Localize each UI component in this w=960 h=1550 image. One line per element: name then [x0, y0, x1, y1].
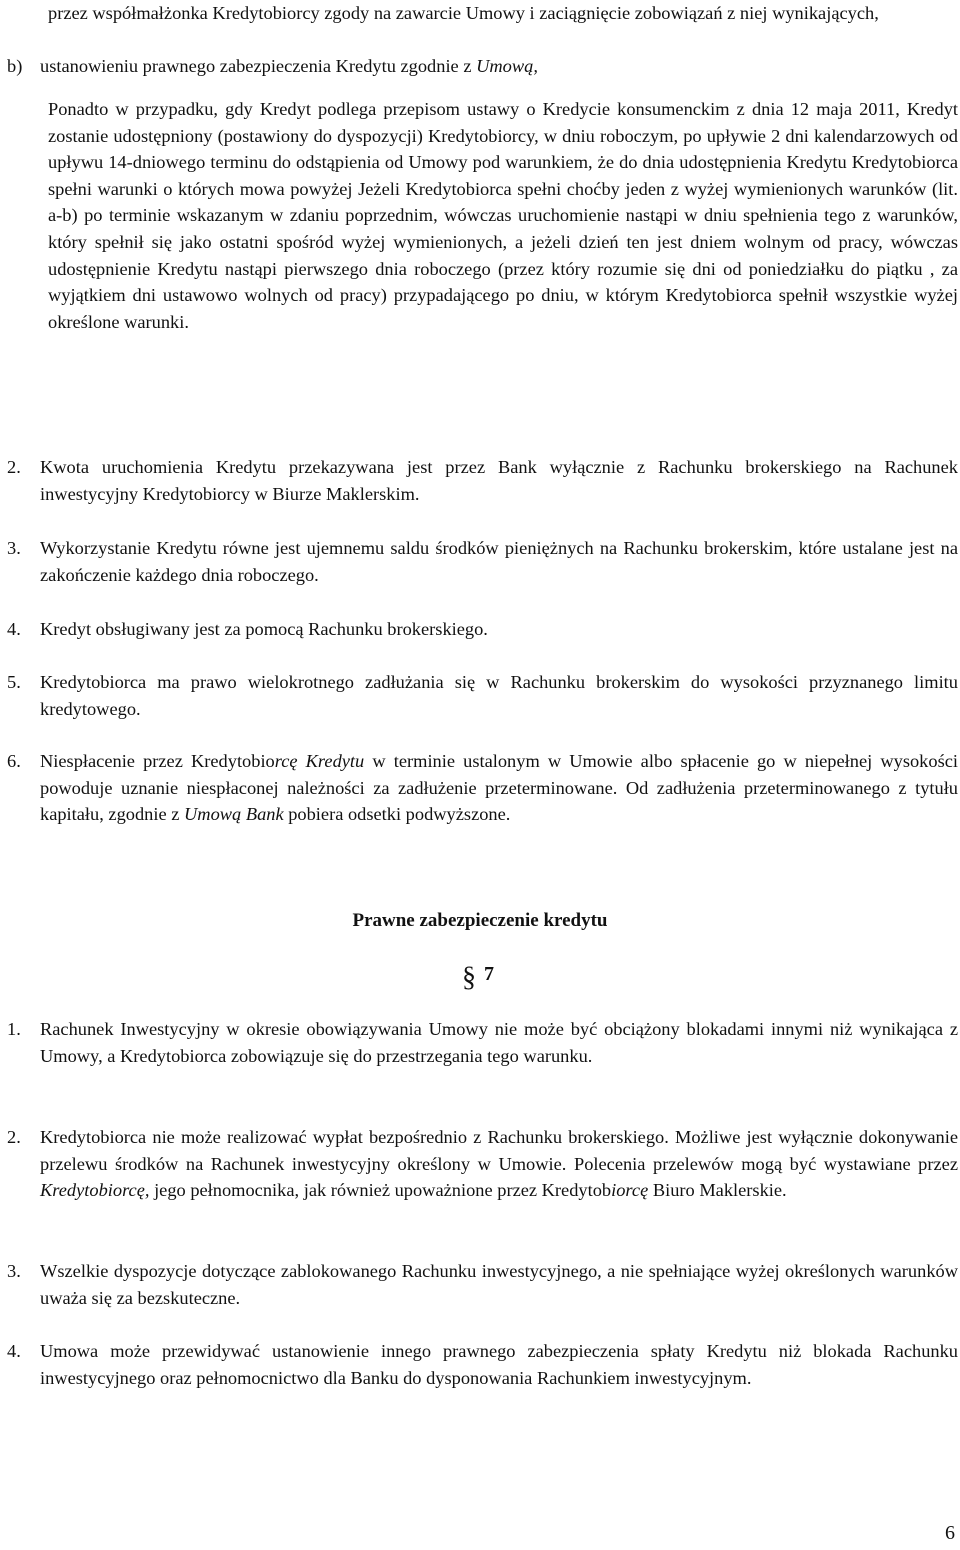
item6-text-1: Niespłacenie przez Kredytobio — [40, 751, 275, 771]
list-item-number: 3. — [7, 1261, 21, 1281]
list-item — [7, 669, 958, 722]
list-item — [7, 1016, 958, 1069]
list-item — [7, 1258, 958, 1311]
item6-italic-2: Umową Bank — [184, 804, 284, 825]
list-item-text: Rachunek Inwestycyjny w okresie obowiązywania Umowy nie może być obciążony blokadami innymi niż wynikająca z Umowy, a Kredytobiorca zobowiązuje się do przestrzegania tego warunku. — [40, 1019, 958, 1066]
item-b2-text-3: Biuro Maklerskie. — [648, 1180, 787, 1201]
paragraph-disbursement: Ponadto w przypadku, gdy Kredyt podlega przepisom ustawy o Kredycie konsumenckim z dnia 12 maja 2011, Kredyt zostanie udostępniony (postawiony do dyspozycji) Kredytobiorcy, w dniu roboczym, po upływie 2 dni kalendarzowych od upływu 14-dniowego terminu do odstąpienia od Umowy pod warunkiem, że do dnia udostępnienia Kredytu Kredytobiorca spełni warunki o których mowa powyżej Jeżeli Kredytobiorca spełni choćby jeden z wyżej wymienionych warunków (lit. a-b) po terminie wskazanym w zdaniu poprzednim, wówczas uruchomienie nastąpi w dniu spełnienia tego z warunków, który spełnił się jako ostatni spośród wyżej wymienionych, a jeżeli dzień ten jest dniem wolnym od pracy, wówczas udostępnienie Kredytu nastąpi pierwszego dnia roboczego (przez który rozumie się dni od poniedziałku do piątku , za wyjątkiem dni ustawowo wolnych od pracy) przypadającego po dniu, w którym Kredytobiorca spełnił wszystkie wyżej określone warunki. — [48, 99, 958, 332]
list-item — [7, 535, 958, 588]
list-item-b2 — [7, 1124, 958, 1204]
section-heading: Prawne zabezpieczenie kredytu — [352, 910, 608, 931]
list-item-number: b) — [7, 56, 23, 76]
list-item-number: 4. — [7, 1341, 21, 1361]
list-item-number: 2. — [7, 457, 21, 477]
item6-text-2: w terminie ustalonym w Umowie albo spłacenie go w niepełnej wysokości powoduje uznanie niespłaconej należności za zadłużenie przeterminowane. Od zadłużenia przeterminowanego z tytułu kapitału, zgodnie z — [40, 751, 958, 825]
list-item-italic: Umową, — [476, 56, 538, 76]
item-b2-text-1: Kredytobiorca nie może realizować wypłat bezpośrednio z Rachunku brokerskiego. Możliwe jest wyłącznie dokonywanie przelewu środków na Rachunek inwestycyjny określony w Umowie. Polecenia przelewów mogą być wystawiane przez — [40, 1127, 958, 1174]
section-sign-icon: § — [462, 962, 476, 993]
list-item-text: Kredytobiorca ma prawo wielokrotnego zadłużania się w Rachunku brokerskim do wysokości przyznanego limitu kredytowego. — [40, 672, 958, 719]
list-item-number: 1. — [7, 1019, 21, 1039]
list-item-6 — [7, 748, 958, 828]
item-b2-text-2: jego pełnomocnika, jak również upoważnione przez Kredytob — [149, 1180, 612, 1201]
list-item-number: 3. — [7, 538, 21, 558]
list-item-number: 2. — [7, 1127, 21, 1147]
list-item-text: Wykorzystanie Kredytu równe jest ujemnemu saldu środków pieniężnych na Rachunku brokerskim, które ustalane jest na zakończenie każdego dnia roboczego. — [40, 538, 958, 585]
list-item — [7, 1338, 958, 1391]
list-item-text: ustanowieniu prawnego zabezpieczenia Kredytu zgodnie z — [40, 56, 472, 76]
list-item-text: Kredyt obsługiwany jest za pomocą Rachunku brokerskiego. — [40, 619, 488, 639]
list-item-text: Kwota uruchomienia Kredytu przekazywana jest przez Bank wyłącznie z Rachunku brokerskiego na Rachunek inwestycyjny Kredytobiorcy w Biurze Maklerskim. — [40, 457, 958, 504]
item6-italic-1: rcę Kredytu — [274, 751, 365, 771]
list-item-text: Wszelkie dyspozycje dotyczące zablokowanego Rachunku inwestycyjnego, a nie spełniające wyżej określonych warunków uważa się za bezskuteczne. — [40, 1261, 958, 1308]
section-number-value: 7 — [484, 963, 494, 985]
list-item-number: 6. — [7, 751, 21, 771]
item-b2-italic-1: Kredytobiorcę, — [40, 1180, 150, 1201]
list-item-number: 4. — [7, 619, 21, 639]
list-item-b — [7, 53, 958, 80]
list-item — [7, 616, 958, 643]
paragraph-line1: przez współmałżonka Kredytobiorcy zgody na zawarcie Umowy i zaciągnięcie zobowiązań z niej wynikających, — [48, 3, 879, 23]
list-item — [7, 454, 958, 507]
list-item-text: Umowa może przewidywać ustanowienie innego prawnego zabezpieczenia spłaty Kredytu niż blokada Rachunku inwestycyjnego oraz pełnomocnictwo dla Banku do dysponowania Rachunkiem inwestycyjnym. — [40, 1341, 958, 1388]
list-item-number: 5. — [7, 672, 21, 692]
page-number: 6 — [945, 1522, 955, 1544]
section-number — [462, 962, 494, 994]
item6-text-3: pobiera odsetki podwyższone. — [283, 804, 511, 825]
item-b2-italic-2: iorcę — [611, 1180, 649, 1201]
